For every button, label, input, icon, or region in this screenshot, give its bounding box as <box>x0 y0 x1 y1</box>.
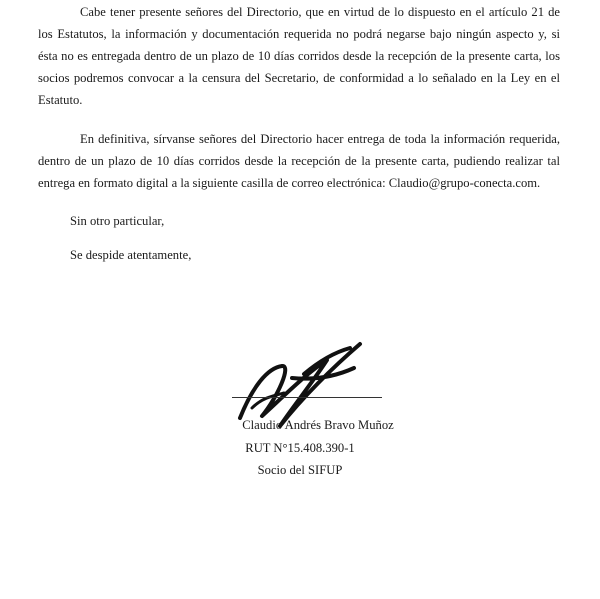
paragraph-request: En definitiva, sírvanse señores del Directorio hacer entrega de toda la información requerida, dentro de un plazo de 10 días corridos desde la recepción de la presente carta, pudiendo realizar tal entrega en formato digital a la siguiente casilla de correo electrónica: Claudio@grupo-conecta.com. <box>38 132 560 190</box>
signer-rut: RUT N°15.408.390-1 <box>245 441 355 455</box>
signer-role: Socio del SIFUP <box>257 463 343 477</box>
signature-line <box>232 397 382 398</box>
closing-line-1: Sin otro particular, <box>70 214 165 228</box>
signer-name: Claudio Andrés Bravo Muñoz <box>242 418 394 432</box>
closing-line-2: Se despide atentamente, <box>70 248 192 262</box>
paragraph-legal-notice: Cabe tener presente señores del Directorio, que en virtud de lo dispuesto en el artículo 21 de los Estatutos, la información y documentación requerida no podrá negarse bajo ningún aspecto y, si ésta no es entregada dentro de un plazo de 10 días corridos desde la recepción de la presente carta, los socios podremos convocar a la censura del Secretario, de conformidad a lo señalado en la Ley en el Estatuto. <box>38 5 560 107</box>
